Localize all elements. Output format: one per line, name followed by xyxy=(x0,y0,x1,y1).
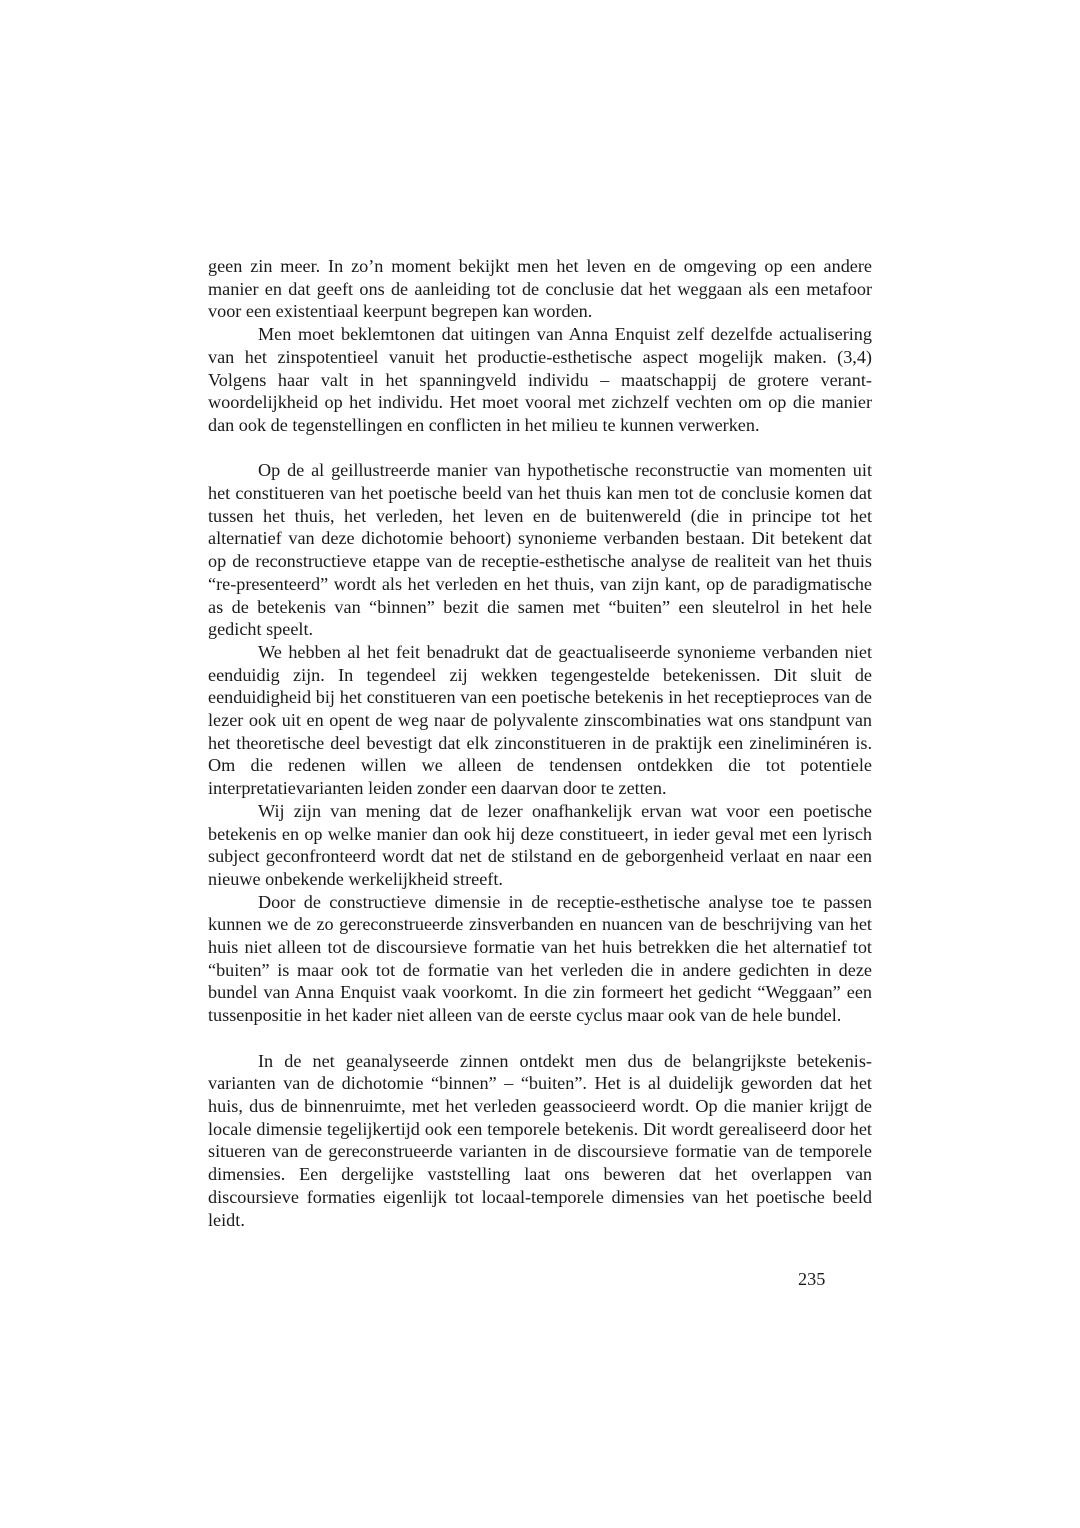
page-number: 235 xyxy=(798,1269,826,1289)
paragraph-continuation: geen zin meer. In zo’n moment bekijkt men het leven en de omgeving op een andere manier en dat geeft ons de aanleiding tot de conclusie dat het weggaan als een metafoor voor een existentiaal keerpunt begrepen kan worden. xyxy=(208,256,872,322)
paragraph-lyrisch-subject: Wij zijn van mening dat de lezer onafhankelijk ervan wat voor een poetische betekenis en op welke manier dan ook hij deze constitueert, in ieder geval met een lyrisch subject geconfronteerd wordt dat net de stilstand en de geborgenheid verlaat en naar een nieuwe onbekende werkelijkheid streeft. xyxy=(208,800,872,889)
paragraph-reconstructie: Op de al geillustreerde manier van hypothetische reconstructie van momenten uit het constitueren van het poetische beeld van het thuis kan men tot de conclusie komen dat tussen het thuis, het verleden, het leven en de buitenwereld (die in principe tot het alternatief van deze dichotomie behoort) synonieme verbanden bestaan. Dit betekent dat op de reconstructieve etappe van de receptie-esthetische analyse de realiteit van het thuis “re-presenteerd” wordt als het verleden en het thuis, van zijn kant, op de paradigmatische as de betekenis van “binnen” bezit die samen met “buiten” een sleutelrol in het hele gedicht speelt. xyxy=(208,460,872,640)
paragraph-anna-enquist: Men moet beklemtonen dat uitingen van Anna Enquist zelf dezelfde actualisering van het zinspotentieel vanuit het productie-esthetische aspect mogelijk maken. (3,4) Volgens haar valt in het spanningveld individu – maatschappij de grotere verant- woordelijkheid op het individu. Het moet vooral met zichzelf vechten om op die manier dan ook de tegenstellingen en conflicten in het milieu te kunnen verwerken. xyxy=(208,324,872,435)
paragraph-binnen-buiten: In de net geanalyseerde zinnen ontdekt men dus de belangrijkste betekenis- varianten van de dichotomie “binnen” – “buiten”. Het is al duidelijk geworden dat het huis, dus de binnenruimte, met het verleden geassocieerd wordt. Op die manier krijgt de locale dimensie tegelijkertijd ook een temporele betekenis. Dit wordt gerealiseerd door het situeren van de gereconstrueerde varianten in de discoursieve formatie van de temporele dimensies. Een dergelijke vaststelling laat ons beweren dat het overlappen van discoursieve formaties eigenlijk tot locaal-temporele dimensies van het poetische beeld leidt. xyxy=(208,1050,872,1230)
paragraph-constructieve-dimensie: Door de constructieve dimensie in de receptie-esthetische analyse toe te passen kunnen we de zo gereconstrueerde zinsverbanden en nuancen van de beschrijving van het huis niet alleen tot de discoursieve formatie van het huis betrekken die het alternatief tot “buiten” is maar ook tot de formatie van het verleden die in andere gedichten in deze bundel van Anna Enquist vaak voorkomt. In die zin formeert het gedicht “Weggaan” een tussenpositie in het kader niet alleen van de eerste cyclus maar ook van de hele bundel. xyxy=(208,891,872,1026)
body-text xyxy=(208,255,872,1231)
paragraph-synonieme-verbanden: We hebben al het feit benadrukt dat de geactualiseerde synonieme verbanden niet eenduidig zijn. In tegendeel zij wekken tegengestelde betekenissen. Dit sluit de eenduidigheid bij het constitueren van een poetische betekenis in het receptieproces van de lezer ook uit en opent de weg naar de polyvalente zinscombinaties wat ons standpunt van het theoretische deel bevestigt dat elk zinconstitueren in de praktijk een zineliminéren is. Om die redenen willen we alleen de tendensen ontdekken die tot potentiele interpretatievarianten leiden zonder een daarvan door te zetten. xyxy=(208,641,872,799)
